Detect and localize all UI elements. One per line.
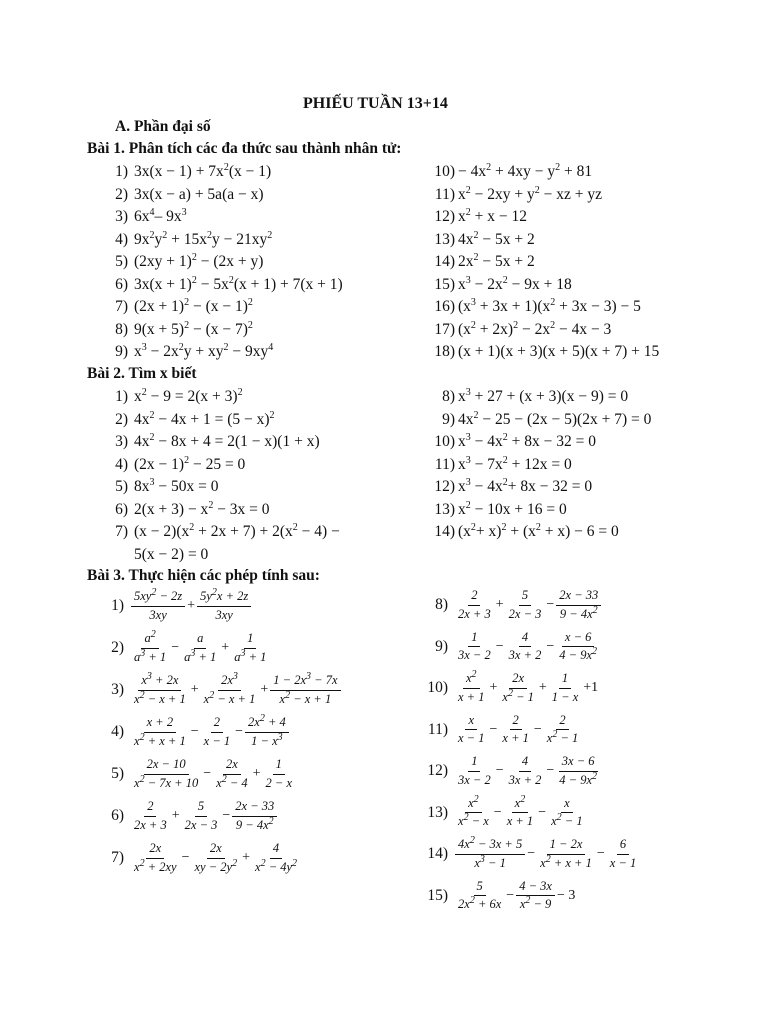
bai1-item-expression: $9x^2y^2 + 15x^2y - 21xy^2$ bbox=[134, 229, 273, 248]
bai1-item-expression: $x^3 - 2x^2y + xy^2 - 9xy^4$ bbox=[134, 341, 274, 360]
operator: − bbox=[596, 846, 605, 862]
fraction bbox=[131, 628, 169, 665]
bai1-item-expression: $2x^2 - 5x + 2$ bbox=[458, 251, 535, 270]
fraction-denominator: $x^2 + 2xy$ bbox=[134, 857, 177, 874]
bai2-item-expression: $x^3 - 7x^2 + 12x = 0$ bbox=[458, 454, 572, 473]
bai3-item bbox=[90, 670, 342, 707]
bai2-item-expression: $x^3 - 4x^2 + 8x - 32 = 0$ bbox=[458, 431, 596, 450]
bai3-item bbox=[90, 799, 278, 833]
fraction bbox=[263, 757, 295, 791]
fraction-numerator: 1 − 2x bbox=[547, 837, 586, 855]
fraction-numerator: $a^2$ bbox=[141, 631, 158, 649]
fraction bbox=[192, 841, 241, 875]
fraction-numerator: x − 6 bbox=[562, 630, 594, 648]
fraction bbox=[455, 713, 487, 747]
fraction-numerator: 2 bbox=[510, 713, 522, 731]
bai1-item-expression: $6x^4-$ $9x^3$ bbox=[134, 206, 187, 225]
fraction-numerator: 4 bbox=[519, 630, 531, 648]
fraction-numerator: 5 bbox=[195, 799, 207, 817]
fraction-numerator: 2 bbox=[468, 588, 480, 606]
fraction bbox=[537, 837, 595, 871]
fraction bbox=[232, 799, 277, 833]
fraction-numerator: 4 bbox=[519, 754, 531, 772]
bai1-item-expression: $9(x + 5)^2 - (x - 7)^2$ bbox=[134, 319, 253, 338]
fraction-denominator: 2x − 3 bbox=[508, 606, 542, 621]
bai3-item bbox=[414, 834, 640, 871]
bai2-item-number: 2) bbox=[115, 410, 128, 428]
fraction-numerator: 2x bbox=[223, 757, 241, 775]
fraction bbox=[504, 793, 536, 830]
fraction bbox=[131, 586, 185, 623]
fraction-denominator: x + 1 bbox=[506, 814, 534, 829]
bai1-item-number: 12) bbox=[434, 208, 455, 225]
fraction-denominator: 3x + 2 bbox=[508, 648, 542, 663]
fraction bbox=[455, 879, 504, 913]
fraction-denominator: $a^3 + 1$ bbox=[234, 647, 267, 664]
fraction-numerator: 1 bbox=[244, 631, 256, 649]
operator: + bbox=[252, 766, 261, 782]
bai3-item bbox=[90, 628, 270, 665]
bai3-item bbox=[90, 712, 290, 749]
operator: − bbox=[538, 804, 547, 820]
bai1-item-number: 8) bbox=[115, 320, 128, 338]
fraction bbox=[556, 754, 600, 788]
bai1-item-expression: $(x^3 + 3x + 1)(x^2 + 3x - 3) - 5$ bbox=[458, 296, 641, 315]
bai1-item-expression: 3x(x − a) + 5a(a − x) bbox=[134, 185, 264, 203]
fraction-denominator: x + 1 bbox=[502, 731, 529, 746]
bai3-item bbox=[414, 588, 602, 622]
bai2-item-expression: $(2x - 1)^2 - 25 = 0$ bbox=[134, 454, 246, 473]
fraction-denominator: $x^2 - 1$ bbox=[551, 811, 583, 829]
fraction bbox=[455, 793, 492, 830]
bai3-item-number: 8) bbox=[435, 596, 448, 614]
bai2-item-expression: $x^2 - 10x + 16 = 0$ bbox=[458, 499, 567, 518]
bai2-item-expression: $x^3 + 27 + (x + 3)(x - 9) = 0$ bbox=[458, 386, 629, 405]
bai3-item bbox=[414, 879, 576, 913]
page-title: PHIẾU TUẦN 13+14 bbox=[303, 95, 448, 112]
bai3-item-number: 13) bbox=[427, 803, 448, 821]
bai2-heading: Bài 2. Tìm x biết bbox=[87, 365, 197, 382]
fraction-denominator: $x^2 - 1$ bbox=[546, 728, 579, 746]
bai2-item-expression: $(x^2+ x)^2 + (x^2 + x) - 6 = 0$ bbox=[458, 521, 619, 540]
fraction-numerator: 5 bbox=[519, 588, 531, 606]
fraction-numerator: $x^2$ bbox=[465, 796, 482, 814]
operator: − bbox=[546, 638, 555, 654]
fraction-denominator: $x^2 + x + 1$ bbox=[134, 731, 186, 748]
bai3-item-number: 4) bbox=[111, 723, 124, 741]
fraction-denominator: $x^2 - 7x + 10$ bbox=[134, 773, 199, 790]
fraction-numerator: 4 − 3x bbox=[516, 879, 555, 897]
fraction-numerator: x + 2 bbox=[144, 715, 176, 733]
fraction-numerator: $1 - 2x^3 - 7x$ bbox=[270, 673, 340, 691]
fraction-numerator: 1 bbox=[559, 671, 571, 689]
fraction-denominator: $1 - x^3$ bbox=[251, 731, 283, 748]
bai2-item-number: 7) bbox=[115, 523, 128, 540]
operator: − bbox=[235, 724, 244, 740]
fraction bbox=[544, 713, 582, 747]
bai3-item-number: 12) bbox=[427, 762, 448, 780]
bai2-item-number: 4) bbox=[115, 455, 128, 473]
bai3-item-number: 7) bbox=[111, 849, 124, 867]
bai2-item-number: 5) bbox=[115, 478, 128, 495]
bai2-item-number: 8) bbox=[442, 388, 455, 405]
bai3-item-number: 9) bbox=[435, 637, 448, 655]
fraction bbox=[455, 834, 525, 871]
fraction-denominator: 2x − 3 bbox=[184, 817, 218, 832]
bai1-item-number: 18) bbox=[434, 343, 455, 360]
operator: − bbox=[222, 808, 231, 824]
bai3-heading: Bài 3. Thực hiện các phép tính sau: bbox=[87, 567, 320, 584]
bai2-item-expression: $2(x + 3) - x^2 - 3x = 0$ bbox=[134, 499, 270, 518]
bai1-item-expression: $x^3 - 2x^2 - 9x + 18$ bbox=[458, 274, 572, 293]
fraction-denominator: $x^2 - x$ bbox=[458, 811, 489, 829]
fraction-denominator: $4 - 9x^2$ bbox=[559, 645, 598, 663]
fraction bbox=[213, 757, 251, 791]
fraction-denominator: $x^2 + x + 1$ bbox=[540, 853, 592, 870]
fraction bbox=[201, 670, 259, 707]
operator: − bbox=[489, 721, 498, 737]
operator: + bbox=[242, 850, 250, 866]
bai1-item-expression: − $4x^2 + 4xy - y^2 + 81$ bbox=[458, 161, 593, 180]
fraction bbox=[201, 715, 233, 749]
fraction-denominator: 3x − 2 bbox=[458, 772, 491, 787]
fraction bbox=[197, 586, 251, 623]
bai2-item-expression: $x^3 - 4x^2+ 8x - 32 = 0$ bbox=[458, 476, 593, 495]
bai3-item bbox=[414, 713, 582, 747]
fraction bbox=[556, 588, 601, 622]
fraction bbox=[252, 841, 300, 875]
bai1-item-expression: $(2x + 1)^2 - (x - 1)^2$ bbox=[134, 296, 253, 315]
fraction bbox=[549, 671, 581, 705]
fraction-numerator: x bbox=[561, 796, 573, 814]
operator: − 3 bbox=[556, 887, 576, 903]
fraction-numerator: 2x − 10 bbox=[144, 757, 189, 775]
bai3-item bbox=[414, 668, 599, 705]
fraction-numerator: 1 bbox=[273, 757, 285, 775]
bai1-item-expression: $x^2 - 2xy + y^2$ − xz + yz bbox=[458, 184, 602, 203]
fraction-denominator: $x^2 - x + 1$ bbox=[134, 689, 186, 706]
bai2-item-expression: $4x^2 - 4x + 1 = (5 - x)^2$ bbox=[134, 409, 275, 428]
fraction bbox=[131, 799, 170, 833]
operator: +1 bbox=[583, 680, 599, 696]
fraction bbox=[131, 757, 201, 791]
bai1-item-number: 14) bbox=[434, 253, 455, 270]
fraction-denominator: 3x − 2 bbox=[458, 648, 491, 663]
fraction-denominator: $x^2 - x + 1$ bbox=[203, 689, 256, 706]
bai3-item bbox=[90, 757, 296, 791]
operator: − bbox=[495, 638, 504, 654]
operator: + bbox=[221, 640, 230, 656]
fraction-denominator: $4 - 9x^2$ bbox=[559, 770, 598, 787]
fraction bbox=[131, 670, 189, 707]
bai3-item-number: 10) bbox=[427, 679, 448, 697]
operator: − bbox=[527, 846, 536, 862]
fraction bbox=[556, 630, 600, 664]
operator: − bbox=[203, 766, 212, 782]
fraction-numerator: 3x − 6 bbox=[559, 754, 598, 772]
fraction-denominator: x + 1 bbox=[458, 689, 485, 704]
fraction-numerator: 2x bbox=[146, 841, 164, 859]
bai2-item-expression: $x^2 - 9 = 2(x + 3)^2$ bbox=[134, 386, 243, 405]
bai1-item-expression: $3x(x + 1)^2 - 5x^2(x + 1) + 7(x + 1)$ bbox=[134, 274, 343, 293]
fraction bbox=[455, 668, 487, 705]
operator: − bbox=[506, 887, 515, 903]
operator: − bbox=[546, 763, 555, 779]
fraction-denominator: $x^2 - 4y^2$ bbox=[255, 857, 298, 874]
fraction-numerator: $2x^2 + 4$ bbox=[245, 715, 289, 733]
bai1-item-number: 16) bbox=[434, 298, 455, 315]
fraction-numerator: $5y^2x + 2z$ bbox=[197, 589, 251, 607]
fraction bbox=[506, 588, 545, 622]
fraction bbox=[506, 754, 545, 788]
bai3-item-number: 5) bbox=[111, 765, 124, 783]
fraction-denominator: 2 − x bbox=[265, 775, 293, 790]
bai1-item-expression: $4x^2 - 5x + 2$ bbox=[458, 229, 535, 248]
fraction-denominator: $a^3 + 1$ bbox=[184, 647, 217, 664]
bai1-item-expression: (x + 1)(x + 3)(x + 5)(x + 7) + 15 bbox=[458, 343, 660, 360]
fraction bbox=[499, 671, 537, 705]
bai1-item-number: 10) bbox=[434, 163, 455, 180]
fraction bbox=[181, 631, 219, 665]
bai2-item-expression: $(x - 2)(x^2 + 2x + 7) + 2(x^2 - 4)$ − bbox=[134, 521, 340, 540]
bai1-item-number: 15) bbox=[434, 275, 455, 293]
bai1-item-number: 9) bbox=[115, 343, 128, 360]
bai2-item-expression: $8x^3 - 50x = 0$ bbox=[134, 476, 219, 495]
bai1-item-number: 5) bbox=[115, 253, 128, 270]
bai2-item-number: 1) bbox=[115, 388, 128, 405]
fraction-denominator: $x^2 - 4$ bbox=[216, 773, 248, 790]
fraction-denominator: x − 1 bbox=[458, 731, 485, 746]
operator: + bbox=[495, 597, 504, 613]
bai2-item-expression: 5(x − 2) = 0 bbox=[134, 545, 209, 563]
fraction bbox=[231, 631, 269, 665]
fraction-denominator: $a^3 + 1$ bbox=[134, 647, 167, 664]
fraction-numerator: x bbox=[465, 713, 477, 731]
bai1-item-number: 2) bbox=[115, 185, 128, 203]
operator: + bbox=[171, 808, 180, 824]
fraction-numerator: $x^2$ bbox=[512, 796, 529, 814]
operator: − bbox=[181, 850, 190, 866]
fraction-numerator: 6 bbox=[617, 837, 629, 855]
fraction-numerator: 2 bbox=[211, 715, 223, 733]
bai1-item-number: 11) bbox=[434, 185, 455, 203]
bai2-item-number: 10) bbox=[434, 433, 455, 450]
fraction bbox=[131, 715, 189, 749]
fraction-denominator: 3xy bbox=[149, 607, 167, 622]
fraction-denominator: x − 1 bbox=[609, 855, 637, 870]
bai1-item-number: 17) bbox=[434, 320, 455, 338]
bai3-item-number: 15) bbox=[427, 886, 448, 904]
operator: + bbox=[187, 598, 196, 614]
fraction bbox=[455, 630, 494, 664]
bai3-item-number: 1) bbox=[111, 597, 124, 615]
operator: − bbox=[495, 763, 504, 779]
operator: + bbox=[489, 680, 498, 696]
fraction-denominator: xy − $2y^2$ bbox=[194, 857, 238, 874]
fraction-denominator: $x^3 - 1$ bbox=[474, 853, 506, 870]
bai1-item-number: 4) bbox=[115, 230, 128, 248]
fraction-denominator: 3xy bbox=[215, 607, 233, 622]
bai2-item-expression: $4x^2 - 25 - (2x - 5)(2x + 7) = 0$ bbox=[458, 409, 652, 428]
bai3-item bbox=[414, 754, 601, 788]
bai3-item-number: 11) bbox=[427, 720, 448, 738]
fraction-denominator: 1 − x bbox=[551, 689, 579, 704]
bai3-item bbox=[90, 586, 252, 623]
fraction bbox=[499, 713, 531, 747]
bai1-item-number: 3) bbox=[115, 208, 128, 225]
fraction-denominator: $x^2 - 1$ bbox=[502, 687, 534, 704]
operator: − bbox=[171, 640, 180, 656]
bai1-item-number: 6) bbox=[115, 275, 128, 293]
fraction-denominator: $9 - 4x^2$ bbox=[235, 815, 274, 832]
bai2-item-number: 14) bbox=[434, 523, 455, 540]
fraction bbox=[455, 754, 494, 788]
fraction-numerator: $2x^3$ bbox=[218, 673, 241, 691]
fraction-denominator: $x^2 - 9$ bbox=[519, 894, 552, 912]
bai3-item bbox=[90, 841, 301, 875]
bai1-item-expression: $(x^2 + 2x)^2 - 2x^2 - 4x - 3$ bbox=[458, 319, 612, 338]
fraction-numerator: 2x − 33 bbox=[232, 799, 277, 817]
fraction-numerator: 1 bbox=[468, 754, 480, 772]
fraction-numerator: 5 bbox=[474, 879, 486, 897]
fraction-numerator: 2 bbox=[144, 799, 156, 817]
operator: − bbox=[190, 724, 199, 740]
fraction bbox=[245, 712, 289, 749]
fraction-numerator: a bbox=[194, 631, 206, 649]
fraction-numerator: $x^3 + 2x$ bbox=[138, 673, 181, 691]
bai2-item-number: 11) bbox=[434, 455, 455, 473]
section-a-heading: A. Phần đại số bbox=[115, 118, 211, 135]
bai3-item-number: 6) bbox=[111, 807, 124, 825]
fraction-denominator: $2x^2 + 6x$ bbox=[458, 894, 502, 912]
operator: − bbox=[533, 721, 542, 737]
bai1-item-number: 7) bbox=[115, 298, 128, 315]
bai2-item-number: 6) bbox=[115, 500, 128, 518]
fraction-numerator: 1 bbox=[468, 630, 480, 648]
operator: + bbox=[190, 682, 199, 698]
fraction-numerator: $5xy^2 - 2z$ bbox=[131, 589, 185, 607]
bai2-item-number: 3) bbox=[115, 433, 128, 450]
bai2-item-number: 13) bbox=[434, 500, 455, 518]
fraction-denominator: $9 - 4x^2$ bbox=[559, 604, 598, 621]
bai2-item-expression: $4x^2 - 8x + 4 = 2(1 - x)(1 + x)$ bbox=[134, 431, 320, 450]
bai1-item-number: 13) bbox=[434, 230, 455, 248]
bai3-item-number: 14) bbox=[427, 845, 448, 863]
fraction bbox=[506, 630, 545, 664]
fraction-denominator: 2x + 3 bbox=[458, 606, 491, 621]
fraction bbox=[548, 796, 586, 830]
fraction bbox=[182, 799, 221, 833]
bai1-item-expression: $(2xy + 1)^2 - (2x + y)$ bbox=[134, 251, 264, 270]
bai1-item-number: 1) bbox=[115, 163, 128, 180]
bai1-item-expression: $x^2 + x - 12$ bbox=[458, 206, 527, 225]
fraction-numerator: 2x bbox=[207, 841, 225, 859]
bai1-item-expression: $3x(x - 1) + 7x^2(x - 1)$ bbox=[134, 161, 272, 180]
fraction-numerator: $4x^2 - 3x + 5$ bbox=[455, 837, 525, 855]
operator: − bbox=[493, 804, 502, 820]
fraction-denominator: $x^2 - x + 1$ bbox=[279, 689, 332, 706]
fraction-numerator: 4 bbox=[270, 841, 282, 859]
fraction bbox=[131, 841, 180, 875]
fraction bbox=[607, 837, 639, 871]
fraction-denominator: 3x + 2 bbox=[508, 772, 542, 787]
fraction-numerator: 2x bbox=[509, 671, 527, 689]
bai3-item bbox=[414, 630, 601, 664]
fraction-numerator: $x^2$ bbox=[463, 671, 480, 689]
bai1-heading: Bài 1. Phân tích các đa thức sau thành nhân tử: bbox=[87, 140, 402, 157]
fraction bbox=[516, 879, 555, 913]
bai2-item-number: 12) bbox=[434, 478, 455, 495]
fraction bbox=[455, 588, 494, 622]
fraction-numerator: 2x − 33 bbox=[556, 588, 601, 606]
bai3-item-number: 2) bbox=[111, 639, 124, 657]
fraction bbox=[270, 670, 340, 707]
operator: + bbox=[538, 680, 547, 696]
bai3-item bbox=[414, 793, 587, 830]
bai2-item-number: 9) bbox=[442, 410, 455, 428]
operator: − bbox=[546, 597, 555, 613]
fraction-numerator: 2 bbox=[556, 713, 568, 731]
bai3-item-number: 3) bbox=[111, 681, 124, 699]
operator: + bbox=[260, 682, 269, 698]
fraction-denominator: 2x + 3 bbox=[134, 817, 167, 832]
fraction-denominator: x − 1 bbox=[203, 733, 231, 748]
